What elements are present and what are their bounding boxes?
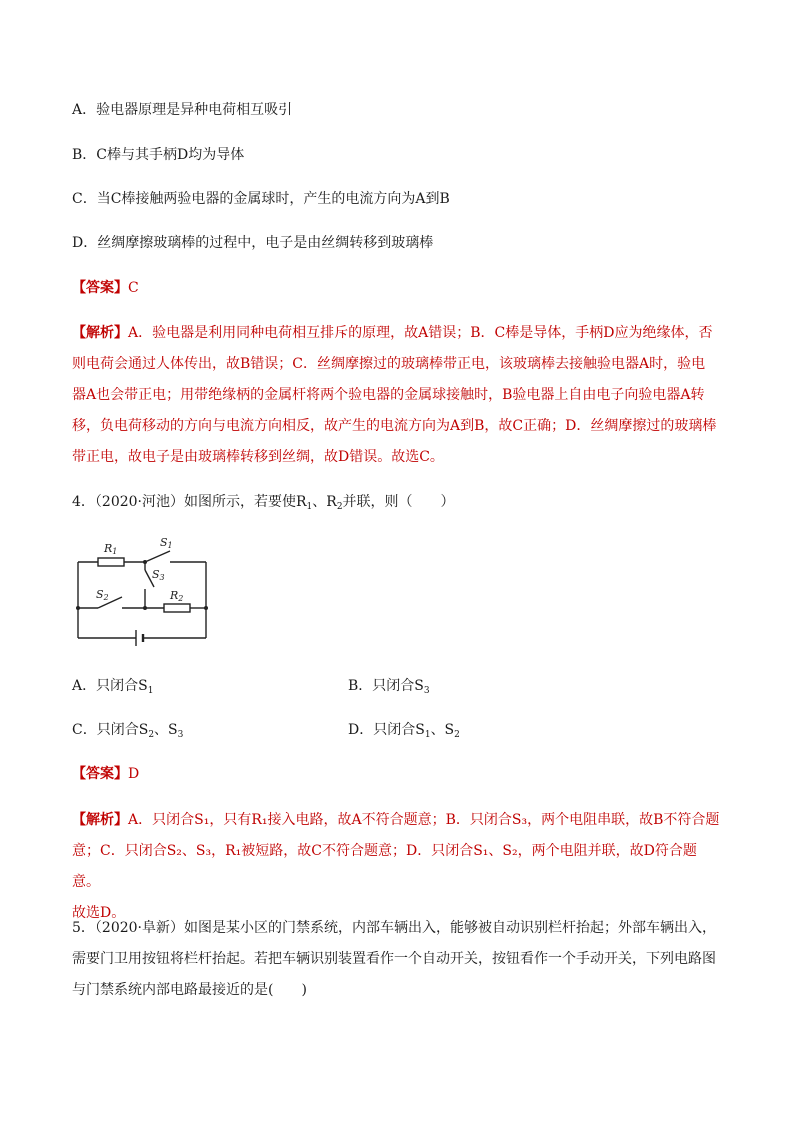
q3-option-a: A．验电器原理是异种电荷相互吸引 [72,102,293,118]
analysis-line: 故选D。 [72,905,126,921]
analysis-line: 带正电，故电子是由玻璃棒转移到丝绸，故D错误。故选C。 [72,449,444,465]
answer-value: D [128,766,140,782]
analysis-label: 【解析】 [72,812,128,828]
label-r1: R1 [104,542,118,556]
q4-option-d: D．只闭合$S_1$、$S_2$ [348,722,460,740]
q5-line: 5．（2020·阜新）如图是某小区的门禁系统，内部车辆出入，能够被自动识别栏杆抬起；外部车辆出入， [72,920,716,936]
q5-line: 需要门卫用按钮将栏杆抬起。若把车辆识别装置看作一个自动开关，按钮看作一个手动开关，下列电路图 [72,951,716,967]
answer-label: 【答案】 [72,766,128,782]
analysis-line: 移，负电荷移动的方向与电流方向相反，故产生的电流方向为A到B，故C正确；D．丝绸摩擦过的玻璃棒 [72,418,717,434]
q4-circuit-diagram [70,532,215,647]
q3-option-c: C．当C棒接触两验电器的金属球时，产生的电流方向为A到B [72,191,450,207]
analysis-line: 意；C．只闭合S₂、S₃，R₁被短路，故C不符合题意；D．只闭合S₁、S₂，两个电阻并联，故D符合题意。 [72,843,697,890]
q5-stem [72,913,724,1006]
q4-analysis [72,805,724,929]
answer-label: 【答案】 [72,280,128,296]
label-s1: S1 [160,536,173,550]
q4-answer [72,764,139,784]
resistor-r1 [98,558,124,566]
analysis-line: 【解析】A．验电器是利用同种电荷相互排斥的原理，故A错误；B．C棒是导体，手柄D应为绝缘体，否 [72,325,713,341]
analysis-line: 则电荷会通过人体传出，故B错误；C．丝绸摩擦过的玻璃棒带正电，该玻璃棒去接触验电器A时，验电 [72,356,706,372]
label-s2: S2 [96,588,109,602]
analysis-line: 器A也会带正电；用带绝缘柄的金属杆将两个验电器的金属球接触时，B验电器上自由电子向验电器A转 [72,387,705,403]
q3-option-d: D．丝绸摩擦玻璃棒的过程中，电子是由丝绸转移到玻璃棒 [72,235,434,251]
analysis-line: 【解析】A．只闭合S₁，只有R₁接入电路，故A不符合题意；B．只闭合S₃，两个电阻串联，故B不符合题 [72,812,720,828]
resistor-r2 [164,604,190,612]
switch-s1 [145,551,170,562]
q4-option-c: C．只闭合$S_2$、$S_3$ [72,722,184,740]
analysis-label: 【解析】 [72,325,128,341]
q3-answer [72,278,139,298]
q3-option-b: B．C棒与其手柄D均为导体 [72,147,245,163]
q4-option-a: A．只闭合$S_1$ [72,678,154,696]
q4-stem: 4．（2020·河池）如图所示，若要使$R_1$、$R_2$并联，则（ ） [72,494,455,512]
label-s3: S3 [152,568,165,582]
answer-value: C [128,280,139,296]
q5-line: 与门禁系统内部电路最接近的是( ) [72,982,307,998]
label-r2: R2 [170,589,184,603]
q3-analysis [72,318,724,473]
q4-option-b: B．只闭合$S_3$ [348,678,430,696]
